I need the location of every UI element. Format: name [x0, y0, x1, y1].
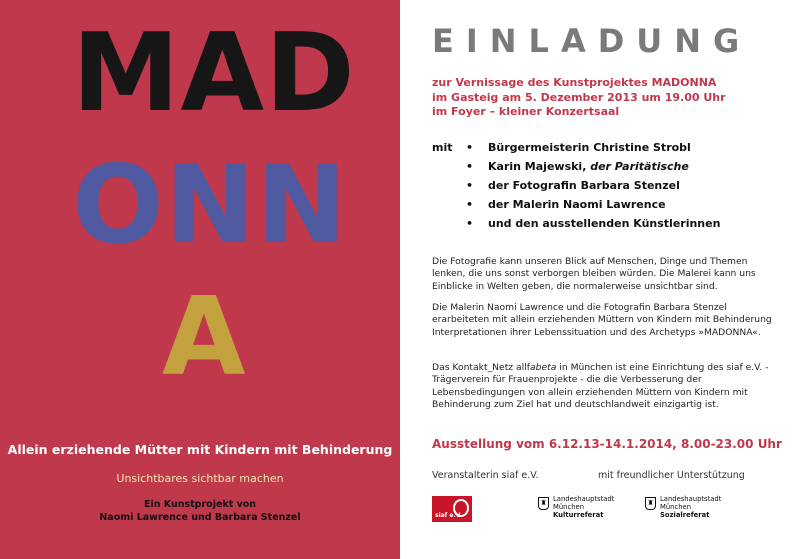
paragraph-3-start: Das Kontakt_Netz allf: [432, 362, 531, 373]
list-item: [466, 179, 720, 198]
paragraph-3-end: in München ist eine Einrichtung des siaf e.V. - Trägerverein für Frauenprojekte - die die Verbesserung der Lebensbedingungen von allein erziehenden Müttern von Kindern mit Behinderung zum Ziel hat und deutschlandweit einzigartig ist.: [432, 362, 769, 411]
guest-organisation: der Paritätische: [590, 160, 689, 173]
bullet-icon: •: [466, 198, 474, 211]
city-name: München: [660, 503, 692, 511]
tagline: Unsichtbares sichtbar machen: [116, 472, 284, 485]
bullet-icon: •: [466, 160, 474, 173]
guest-name: Karin Majewski,: [488, 160, 591, 173]
title-mad: MAD: [72, 11, 356, 136]
department-name: Kulturreferat: [553, 511, 604, 519]
project-credit-line-2: Naomi Lawrence und Barbara Stenzel: [99, 512, 301, 523]
list-item: [466, 160, 720, 179]
list-item: [466, 198, 720, 217]
guest-name: der Malerin Naomi Lawrence: [488, 198, 666, 211]
title-onn: ONN: [72, 143, 348, 268]
bullet-icon: •: [466, 141, 474, 154]
intro-line-1: zur Vernissage des Kunstprojektes MADONNA: [432, 76, 717, 89]
siaf-logo: [432, 496, 472, 522]
paragraph-photography: Die Fotografie kann unseren Blick auf Menschen, Dinge und Themen lenken, die uns sonst verborgen bleiben würden. Die Malerei kann uns Einblicke in Welten geben, die normalerweise unsichtbar sind.: [432, 256, 756, 292]
support-label: mit freundlicher Unterstützung: [598, 470, 745, 481]
city-label: Landeshauptstadt: [553, 495, 615, 503]
bullet-icon: •: [466, 217, 474, 230]
intro-line-2: im Gasteig am 5. Dezember 2013 um 19.00 Uhr: [432, 90, 726, 104]
project-credit: [0, 498, 400, 524]
bullet-icon: •: [466, 179, 474, 192]
subtitle: Allein erziehende Mütter mit Kindern mit Behinderung: [7, 442, 393, 457]
guest-list: [466, 141, 720, 236]
guest-name: und den ausstellenden Künstlerinnen: [488, 217, 721, 230]
munich-crest-icon: ♜: [538, 497, 549, 510]
guest-name: der Fotografin Barbara Stenzel: [488, 179, 680, 192]
guest-name: Bürgermeisterin Christine Strobl: [488, 141, 691, 154]
paragraph-3-italic: abeta: [530, 362, 557, 373]
siaf-logo-text: siaf e.V.: [435, 512, 462, 519]
paragraph-organisation: [432, 362, 777, 412]
organizer-label: Veranstalterin siaf e.V.: [432, 470, 539, 481]
paragraph-artists: Die Malerin Naomi Lawrence und die Fotografin Barbara Stenzel erarbeiteten mit allein erziehenden Müttern von Kindern mit Behinderung Interpretationen ihrer Lebenssituation und des Archetyps »MADONNA«.: [432, 302, 772, 338]
mit-label: mit: [432, 141, 453, 154]
city-label: Landeshauptstadt: [660, 495, 722, 503]
intro-line-3: im Foyer – kleiner Konzertsaal: [432, 105, 620, 118]
sozialreferat-logo: [660, 495, 721, 519]
project-credit-line-1: Ein Kunstprojekt von: [143, 499, 257, 510]
list-item: [466, 217, 720, 236]
invitation-heading: EINLADUNG: [432, 22, 752, 60]
vernissage-info: [432, 76, 726, 120]
title-a: A: [162, 275, 247, 400]
exhibition-dates: Ausstellung vom 6.12.13-14.1.2014, 8.00-23.00 Uhr: [432, 437, 782, 451]
city-name: München: [553, 503, 585, 511]
kulturreferat-logo: [553, 495, 614, 519]
munich-crest-icon: ♜: [645, 497, 656, 510]
department-name: Sozialreferat: [660, 511, 710, 519]
list-item: [466, 141, 720, 160]
